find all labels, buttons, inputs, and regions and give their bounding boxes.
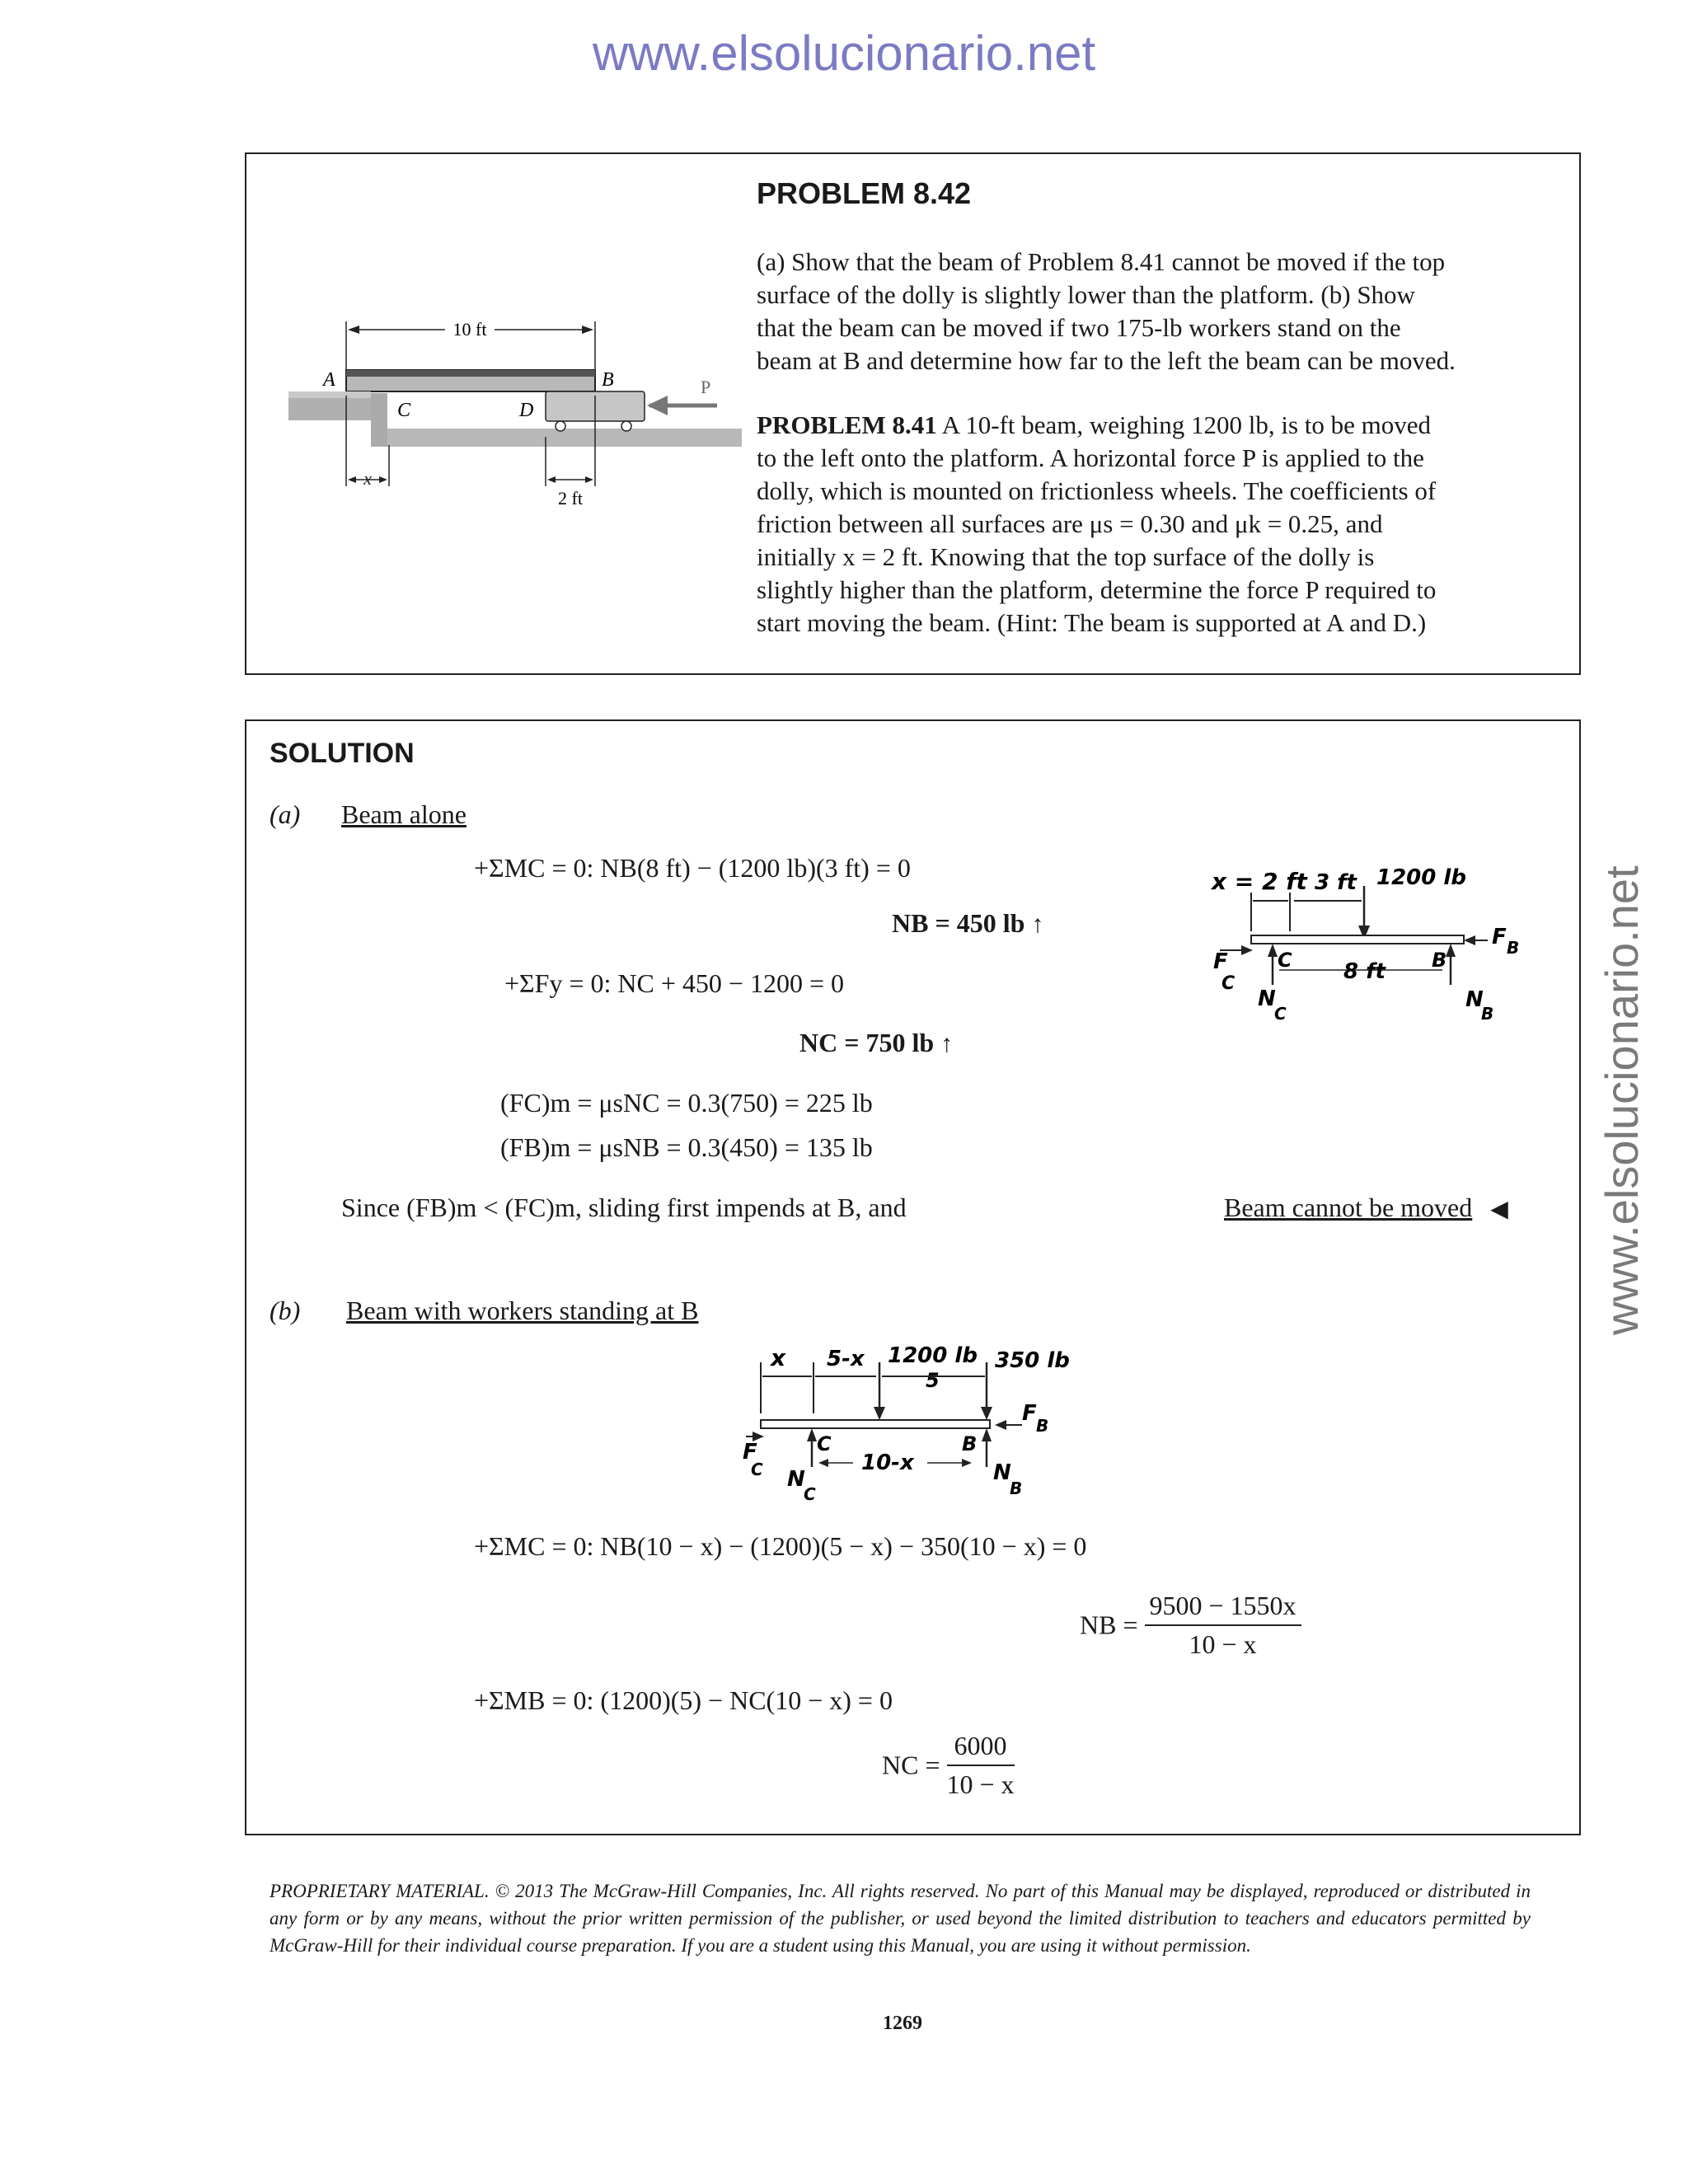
fbd-b-fc: F	[743, 1440, 757, 1465]
label-P: P	[701, 377, 711, 397]
statement-line: (a) Show that the beam of Problem 8.41 cannot be moved if the top	[757, 247, 1446, 276]
footer-copyright: PROPRIETARY MATERIAL. © 2013 The McGraw-Hill Companies, Inc. All rights reserved. No part of this Manual may be displayed, reproduced or distributed in any form or by any means, without the prior written permission of the publisher, or used beyond the limited distribution to teachers and educators permitted by McGraw-Hill for their individual course preparation. If you are a student using this Manual, you are using it without permission.	[270, 1881, 1531, 1956]
problem-title: PROBLEM 8.42	[757, 176, 972, 210]
fbd-a-fb: F	[1492, 925, 1507, 949]
problem-figure	[280, 313, 742, 519]
part-b-nb-formula	[1080, 1591, 1301, 1660]
fbd-a-x-label: x = 2 ft	[1212, 868, 1307, 895]
reference-line: start moving the beam. (Hint: The beam is supported at A and D.)	[757, 608, 1427, 637]
label-C: C	[397, 400, 411, 421]
part-a-eq-sum-fy: +ΣFy = 0: NC + 450 − 1200 = 0	[504, 968, 844, 998]
part-a-result-nb: NB = 450 lb ↑	[892, 908, 1044, 938]
fbd-b-nc-sub: C	[804, 1484, 816, 1504]
nb-lhs: NB =	[1080, 1610, 1138, 1640]
fbd-b-five: 5	[926, 1369, 940, 1392]
part-a-since: Since (FB)m < (FC)m, sliding first impends at B, and	[341, 1193, 907, 1222]
fbd-a-nc-sub: C	[1274, 1004, 1287, 1024]
fbd-a-fc-sub: C	[1221, 973, 1236, 994]
fbd-b-c: C	[817, 1432, 832, 1455]
label-D: D	[519, 400, 534, 421]
nc-lhs: NC =	[882, 1750, 940, 1780]
fbd-b-x: x	[771, 1344, 786, 1371]
label-B: B	[602, 369, 614, 391]
answer-text: Beam cannot be moved	[1224, 1193, 1473, 1222]
reference-line: slightly higher than the platform, determine the force P required to	[757, 575, 1437, 604]
nb-fraction	[1145, 1591, 1301, 1660]
fbd-a-span: 8 ft	[1343, 959, 1386, 984]
label-A: A	[323, 369, 335, 391]
fbd-b-nc: N	[787, 1467, 805, 1492]
nc-numerator: 6000	[947, 1731, 1015, 1766]
problem-statement	[757, 246, 1531, 377]
fbd-b-weight: 1200 lb	[888, 1343, 978, 1368]
fbd-b-350: 350 lb	[995, 1348, 1070, 1373]
part-a-heading: Beam alone	[341, 799, 467, 829]
watermark-top: www.elsolucionario.net	[592, 26, 1096, 81]
part-b-heading: Beam with workers standing at B	[346, 1296, 699, 1325]
fbd-b-fc-sub: C	[751, 1460, 763, 1479]
fbd-a-fc: F	[1213, 949, 1228, 974]
statement-line: beam at B and determine how far to the left the beam can be moved.	[757, 346, 1456, 375]
reference-line: friction between all surfaces are μs = 0.30 and μk = 0.25, and	[757, 509, 1383, 538]
statement-line: surface of the dolly is slightly lower than the platform. (b) Show	[757, 280, 1415, 309]
nb-denominator: 10 − x	[1189, 1629, 1257, 1659]
part-a-label: (a)	[270, 799, 301, 829]
part-a-eq-moment-c: +ΣMC = 0: NB(8 ft) − (1200 lb)(3 ft) = 0	[474, 853, 911, 883]
fbd-b-nb: N	[993, 1460, 1011, 1485]
part-a-eq-fb-max: (FB)m = μsNB = 0.3(450) = 135 lb	[500, 1132, 873, 1162]
part-b-label: (b)	[270, 1296, 301, 1325]
fbd-a-nb-sub: B	[1481, 1004, 1494, 1024]
reference-title: PROBLEM 8.41	[757, 410, 937, 439]
nc-fraction	[947, 1731, 1015, 1800]
fbd-b-span: 10-x	[861, 1451, 914, 1475]
fbd-a-weight-label: 1200 lb	[1376, 865, 1466, 890]
watermark-side: www.elsolucionario.net	[1596, 865, 1648, 1335]
nb-result: NB = 450 lb	[892, 908, 1025, 938]
nc-result: NC = 750 lb	[799, 1028, 935, 1057]
part-a-result-nc: NC = 750 lb ↑	[799, 1028, 954, 1057]
fbd-a-nb: N	[1465, 987, 1484, 1012]
fbd-b-fb-sub: B	[1036, 1416, 1049, 1436]
fbd-a-b: B	[1432, 949, 1447, 972]
part-b-eq-moment-c: +ΣMC = 0: NB(10 − x) − (1200)(5 − x) − 350(10 − x) = 0	[474, 1531, 1087, 1561]
fbd-a-c: C	[1278, 949, 1292, 972]
part-b-eq-moment-b: +ΣMB = 0: (1200)(5) − NC(10 − x) = 0	[474, 1685, 893, 1715]
part-b-nc-formula	[882, 1731, 1015, 1800]
fbd-b-b: B	[962, 1432, 978, 1455]
reference-line: dolly, which is mounted on frictionless wheels. The coefficients of	[757, 476, 1437, 505]
dim-10ft-label: 10 ft	[452, 319, 487, 340]
solution-title: SOLUTION	[270, 738, 415, 769]
fbd-a-fb-sub: B	[1507, 938, 1520, 958]
page-number: 1269	[883, 2013, 922, 2034]
fbd-b-nb-sub: B	[1010, 1479, 1023, 1498]
nb-numerator: 9500 − 1550x	[1145, 1591, 1301, 1626]
part-a-answer: Beam cannot be moved ◀	[1224, 1193, 1508, 1222]
nc-denominator: 10 − x	[946, 1769, 1015, 1799]
fbd-a-3ft-label: 3 ft	[1315, 870, 1357, 895]
reference-line: A 10-ft beam, weighing 1200 lb, is to be moved	[941, 410, 1432, 439]
fbd-b-fb: F	[1022, 1401, 1037, 1426]
part-a-fbd	[1203, 861, 1525, 1034]
reference-problem	[757, 409, 1531, 640]
reference-line: to the left onto the platform. A horizontal force P is applied to the	[757, 443, 1424, 472]
dim-2ft-label: 2 ft	[558, 488, 583, 509]
fbd-b-5-x: 5-x	[827, 1347, 865, 1371]
label-x: x	[363, 468, 372, 489]
fbd-a-nc: N	[1258, 987, 1276, 1011]
reference-line: initially x = 2 ft. Knowing that the top surface of the dolly is	[757, 542, 1375, 571]
statement-line: that the beam can be moved if two 175-lb workers stand on the	[757, 313, 1401, 342]
part-a-eq-fc-max: (FC)m = μsNC = 0.3(750) = 225 lb	[500, 1088, 873, 1118]
part-b-fbd	[738, 1339, 1084, 1504]
